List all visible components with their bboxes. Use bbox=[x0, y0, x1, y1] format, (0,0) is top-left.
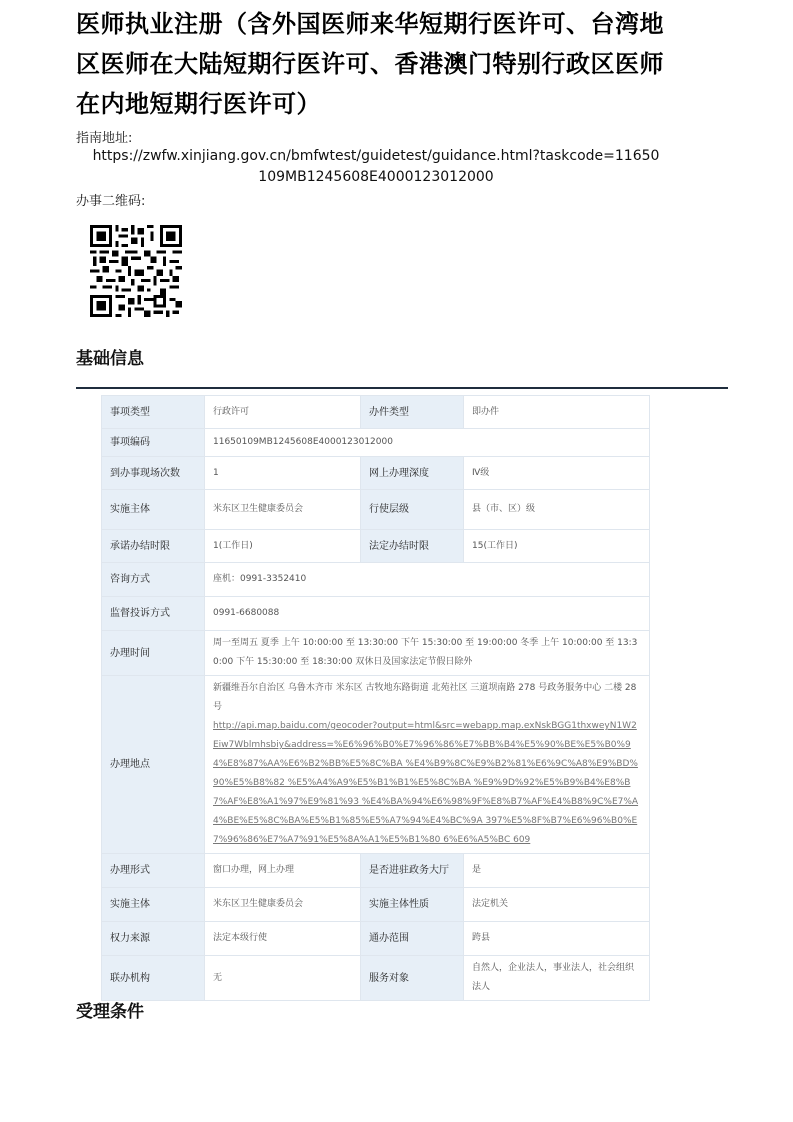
table-row bbox=[102, 922, 650, 956]
cell-key: 网上办理深度 bbox=[361, 457, 464, 490]
cell-value: 15(工作日) bbox=[464, 530, 650, 563]
cell-key: 实施主体 bbox=[102, 888, 205, 922]
section-divider bbox=[76, 387, 728, 389]
cell-value: 跨县 bbox=[464, 922, 650, 956]
cell-key: 权力来源 bbox=[102, 922, 205, 956]
address-text: 新疆维吾尔自治区 乌鲁木齐市 米东区 古牧地东路街道 北苑社区 三道坝南路 278 号政务服务中心 二楼 28 号 bbox=[213, 683, 637, 712]
cell-value: 米东区卫生健康委员会 bbox=[205, 888, 361, 922]
cell-key: 监督投诉方式 bbox=[102, 597, 205, 631]
cell-value: 法定本级行使 bbox=[205, 922, 361, 956]
guide-url-line1[interactable]: https://zwfw.xinjiang.gov.cn/bmfwtest/guidetest/guidance.html?taskcode=11650 bbox=[92, 148, 660, 164]
cell-value: 是 bbox=[464, 854, 650, 888]
section-title-basic: 基础信息 bbox=[76, 349, 144, 369]
cell-key: 事项编码 bbox=[102, 429, 205, 457]
cell-value: 即办件 bbox=[464, 396, 650, 429]
cell-key: 法定办结时限 bbox=[361, 530, 464, 563]
table-row bbox=[102, 956, 650, 1001]
cell-key: 是否进驻政务大厅 bbox=[361, 854, 464, 888]
table-row bbox=[102, 597, 650, 631]
cell-value: 11650109MB1245608E4000123012000 bbox=[205, 429, 650, 457]
guide-url-line2[interactable]: 109MB1245608E4000123012000 bbox=[258, 169, 494, 185]
basic-info-table bbox=[101, 395, 650, 1001]
cell-key: 办理时间 bbox=[102, 631, 205, 676]
map-link[interactable]: http://api.map.baidu.com/geocoder?output=html&src=webapp.map.exNskBGG1thxweyN1W2Eiw7Wblmhsbiy&address=%E6%96%B0%E7%96%86%E7%BB%B4%E5%90%BE%E5%B0%94%E8%87%AA%E6%B2%BB%E5%8C%BA %E4%B9%8C%E9%B2%81%E6%9C%A8%E9%BD%90%E5%B8%82 %E5%A4%A9%E5%B1%B1%E5%8C%BA %E9%9D%92%E5%B9%B4%E8%B7%AF%E8%A1%97%E9%81%93 %E4%BA%94%E6%98%9F%E8%B7%AF%E4%B8%9C%E7%A4%BE%E5%8C%BA%E5%B1%85%E5%A7%94%E4%BC%9A 397%E5%8F%B7%E6%96%B0%E7%96%86%E7%A7%91%E5%8A%A1%E5%B1%80 6%E6%A5%BC 609 bbox=[213, 721, 639, 845]
cell-key: 办理形式 bbox=[102, 854, 205, 888]
cell-value: 窗口办理，网上办理 bbox=[205, 854, 361, 888]
qr-code-image bbox=[90, 225, 182, 317]
cell-value: Ⅳ级 bbox=[464, 457, 650, 490]
cell-key: 事项类型 bbox=[102, 396, 205, 429]
page-title: 医师执业注册（含外国医师来华短期行医许可、台湾地区医师在大陆短期行医许可、香港澳门特别行政区医师在内地短期行医许可） bbox=[76, 10, 664, 118]
qr-label: 办事二维码: bbox=[76, 194, 146, 209]
section-title-accept: 受理条件 bbox=[76, 1002, 144, 1022]
cell-key: 联办机构 bbox=[102, 956, 205, 1001]
cell-value: 法定机关 bbox=[464, 888, 650, 922]
cell-value: 1 bbox=[205, 457, 361, 490]
cell-value: 米东区卫生健康委员会 bbox=[205, 490, 361, 530]
table-row bbox=[102, 396, 650, 429]
table-row bbox=[102, 676, 650, 854]
cell-value: 1(工作日) bbox=[205, 530, 361, 563]
cell-key: 服务对象 bbox=[361, 956, 464, 1001]
table-row bbox=[102, 429, 650, 457]
cell-value: 县（市、区）级 bbox=[464, 490, 650, 530]
table-row bbox=[102, 563, 650, 597]
table-row bbox=[102, 530, 650, 563]
cell-key: 咨询方式 bbox=[102, 563, 205, 597]
guide-label: 指南地址: bbox=[76, 131, 133, 146]
table-row bbox=[102, 888, 650, 922]
cell-key: 到办事现场次数 bbox=[102, 457, 205, 490]
table-row bbox=[102, 631, 650, 676]
cell-key: 办理地点 bbox=[102, 676, 205, 854]
cell-key: 办件类型 bbox=[361, 396, 464, 429]
table-row bbox=[102, 490, 650, 530]
cell-value: 行政许可 bbox=[205, 396, 361, 429]
cell-key: 行使层级 bbox=[361, 490, 464, 530]
cell-value: 座机：0991-3352410 bbox=[205, 563, 650, 597]
cell-value bbox=[205, 676, 650, 854]
cell-key: 承诺办结时限 bbox=[102, 530, 205, 563]
cell-value: 无 bbox=[205, 956, 361, 1001]
cell-value: 0991-6680088 bbox=[205, 597, 650, 631]
cell-key: 实施主体性质 bbox=[361, 888, 464, 922]
cell-key: 实施主体 bbox=[102, 490, 205, 530]
table-row bbox=[102, 457, 650, 490]
cell-key: 通办范围 bbox=[361, 922, 464, 956]
cell-value: 自然人，企业法人，事业法人，社会组织法人 bbox=[464, 956, 650, 1001]
cell-value: 周一至周五 夏季 上午 10:00:00 至 13:30:00 下午 15:30:00 至 19:00:00 冬季 上午 10:00:00 至 13:30:00 下午 15:30:00 至 18:30:00 双休日及国家法定节假日除外 bbox=[205, 631, 650, 676]
table-row bbox=[102, 854, 650, 888]
guide-url[interactable] bbox=[76, 146, 676, 188]
